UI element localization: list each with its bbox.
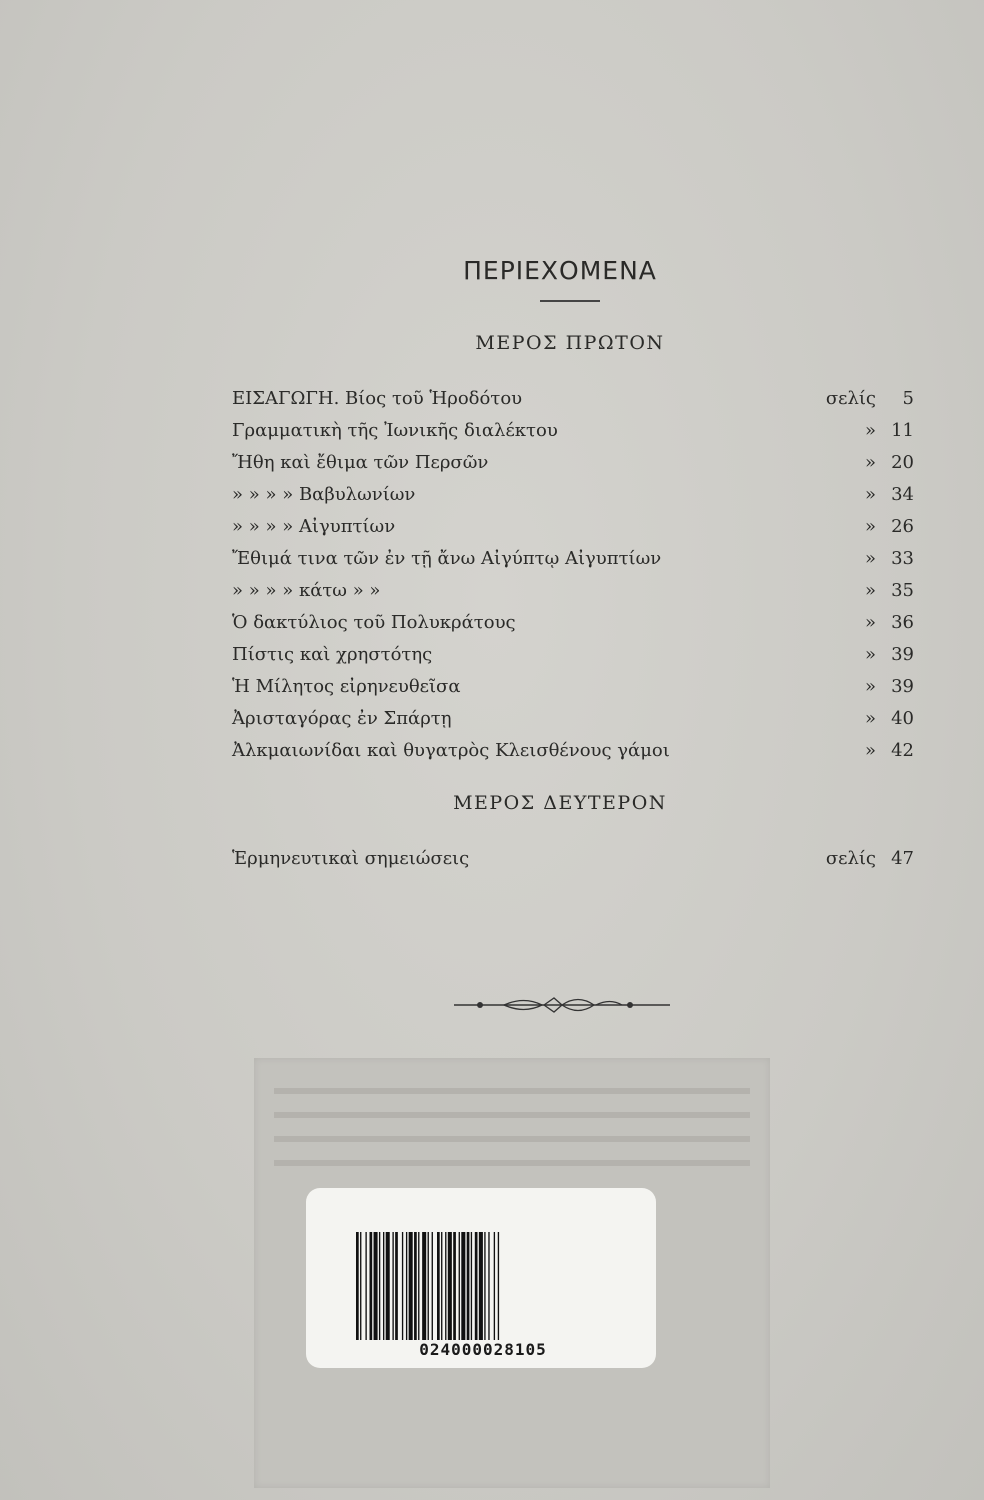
toc-entry-text: » » » » κάτω » » xyxy=(232,579,381,601)
toc-entry-text: Ἤθη καὶ ἔθιμα τῶν Περσῶν xyxy=(232,451,489,473)
toc-page-mark: » xyxy=(864,579,876,601)
contents-title: ΠΕΡΙΕΧΟΜΕΝΑ xyxy=(463,256,657,285)
toc-row xyxy=(232,670,914,702)
toc-page-number: 26 xyxy=(891,515,914,537)
toc-page-number: 40 xyxy=(891,707,914,729)
part-one-toc xyxy=(232,382,914,766)
toc-page-mark: » xyxy=(864,483,876,505)
toc-entry-text: Ἀλκμαιωνίδαι καὶ θυγατρὸς Κλεισθένους γάμοι xyxy=(232,739,670,761)
toc-page-mark: » xyxy=(864,419,876,441)
toc-page-mark: σελίς xyxy=(825,387,876,409)
title-rule xyxy=(540,300,600,302)
toc-entry-text: Γραμματικὴ τῆς Ἰωνικῆς διαλέκτου xyxy=(232,419,558,441)
toc-page-mark: » xyxy=(864,451,876,473)
toc-page-number: 5 xyxy=(902,387,914,409)
toc-page-number: 39 xyxy=(891,675,914,697)
toc-page-mark: » xyxy=(864,547,876,569)
toc-row xyxy=(232,606,914,638)
toc-row xyxy=(232,382,914,414)
toc-entry-text: ΕΙΣΑΓΩΓΗ. Βίος τοῦ Ἡροδότου xyxy=(232,387,523,409)
toc-entry-text: Ἀρισταγόρας ἐν Σπάρτῃ xyxy=(232,707,452,729)
toc-row xyxy=(232,478,914,510)
toc-row xyxy=(232,702,914,734)
toc-page-mark: » xyxy=(864,675,876,697)
toc-row xyxy=(232,542,914,574)
toc-page-number: 33 xyxy=(891,547,914,569)
toc-row xyxy=(232,734,914,766)
toc-row xyxy=(232,638,914,670)
toc-page-mark: σελίς xyxy=(825,847,876,869)
part-two-heading: ΜΕΡΟΣ ΔΕΥΤΕΡΟΝ xyxy=(453,792,667,814)
bleed-through-text xyxy=(274,1070,750,1182)
part-two-toc-row xyxy=(232,842,914,874)
toc-entry-text: Πίστις καὶ χρηστότης xyxy=(232,643,433,665)
toc-entry-text: Ὁ δακτύλιος τοῦ Πολυκράτους xyxy=(232,611,516,633)
toc-page-number: 36 xyxy=(891,611,914,633)
barcode-label xyxy=(306,1188,656,1368)
toc-entry-text: Ἡ Μίλητος εἰρηνευθεῖσα xyxy=(232,675,461,697)
toc-page-mark: » xyxy=(864,739,876,761)
toc-page-number: 20 xyxy=(891,451,914,473)
part-one-heading: ΜΕΡΟΣ ΠΡΩΤΟΝ xyxy=(475,332,665,354)
toc-row xyxy=(232,574,914,606)
toc-page-number: 34 xyxy=(891,483,914,505)
toc-page-number: 35 xyxy=(891,579,914,601)
toc-row xyxy=(232,446,914,478)
toc-page-mark: » xyxy=(864,643,876,665)
toc-row xyxy=(232,414,914,446)
toc-page-mark: » xyxy=(864,611,876,633)
toc-page-mark: » xyxy=(864,515,876,537)
barcode-icon xyxy=(354,1232,612,1340)
toc-entry-text: Ἑρμηνευτικαὶ σημειώσεις xyxy=(232,847,470,869)
toc-page-number: 47 xyxy=(891,847,914,869)
toc-row xyxy=(232,510,914,542)
ornament-divider-icon xyxy=(454,994,670,1016)
toc-page-number: 11 xyxy=(891,419,914,441)
toc-page-mark: » xyxy=(864,707,876,729)
toc-entry-text: Ἔθιμά τινα τῶν ἐν τῇ ἄνω Αἰγύπτῳ Αἰγυπτίων xyxy=(232,547,662,569)
barcode-number: 024000028105 xyxy=(419,1340,547,1359)
toc-page-number: 42 xyxy=(891,739,914,761)
toc-entry-text: » » » » Αἰγυπτίων xyxy=(232,515,396,537)
toc-page-number: 39 xyxy=(891,643,914,665)
toc-entry-text: » » » » Βαβυλωνίων xyxy=(232,483,416,505)
